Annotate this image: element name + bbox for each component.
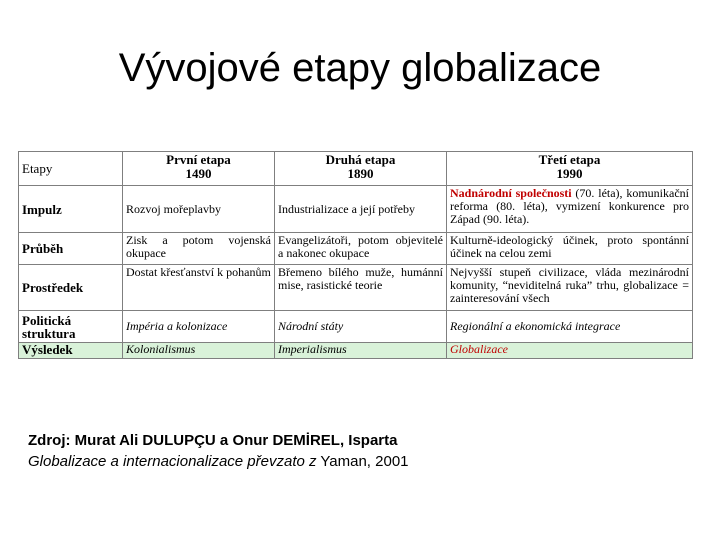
header-first-stage-name: První etapa bbox=[166, 152, 231, 167]
header-second-stage bbox=[275, 152, 447, 186]
source-line-publication bbox=[28, 451, 688, 472]
header-third-stage bbox=[447, 152, 693, 186]
table-row bbox=[19, 311, 693, 343]
source-publication-title: Globalizace a internacionalizace převzato bbox=[28, 453, 305, 470]
row-label-impulse: Impulz bbox=[19, 186, 123, 233]
cell-impulse-third-rest: (70. léta), komunikační reforma (80. léta), vymizení konkurence pro Západ (90. léta). bbox=[450, 186, 690, 226]
slide-title: Vývojové etapy globalizace bbox=[118, 46, 602, 90]
row-label-means: Prostředek bbox=[19, 265, 123, 311]
cell-course-first: Zisk a potom vojenská okupace bbox=[123, 233, 275, 265]
globalization-stages-table bbox=[18, 151, 693, 359]
multinational-companies-highlight: Nadnárodní společnosti bbox=[450, 186, 572, 200]
header-third-stage-year: 1990 bbox=[556, 166, 583, 181]
header-first-stage-year: 1490 bbox=[185, 166, 212, 181]
cell-political-third: Regionální a ekonomická integrace bbox=[447, 311, 693, 343]
header-stages: Etapy bbox=[19, 152, 123, 186]
header-third-stage-name: Třetí etapa bbox=[538, 152, 601, 167]
cell-means-first: Dostat křesťanství k pohanům bbox=[123, 265, 275, 311]
table-row bbox=[19, 265, 693, 311]
source-z: z bbox=[304, 453, 317, 470]
cell-result-second: Imperialismus bbox=[275, 343, 447, 359]
header-second-stage-year: 1890 bbox=[347, 166, 374, 181]
cell-result-third: Globalizace bbox=[447, 343, 693, 359]
header-first-stage bbox=[123, 152, 275, 186]
source-line-authors: Zdroj: Murat Ali DULUPÇU a Onur DEMİREL, Isparta bbox=[28, 432, 398, 449]
row-label-political-structure: Politická struktura bbox=[19, 311, 123, 343]
header-second-stage-name: Druhá etapa bbox=[325, 152, 396, 167]
cell-means-second: Břemeno bílého muže, humánní mise, rasistické teorie bbox=[275, 265, 447, 311]
row-label-result: Výsledek bbox=[19, 343, 123, 359]
table-row bbox=[19, 233, 693, 265]
cell-political-first: Impéria a kolonizace bbox=[123, 311, 275, 343]
cell-political-second: Národní státy bbox=[275, 311, 447, 343]
source-yaman: Yaman, 2001 bbox=[316, 453, 409, 470]
cell-course-second: Evangelizátoři, potom objevitelé a nakonec okupace bbox=[275, 233, 447, 265]
cell-impulse-first: Rozvoj mořeplavby bbox=[123, 186, 275, 233]
cell-result-first: Kolonialismus bbox=[123, 343, 275, 359]
source-citation bbox=[28, 430, 688, 472]
table-row bbox=[19, 343, 693, 359]
cell-means-third: Nejvyšší stupeň civilizace, vláda mezinárodní komunity, “neviditelná ruka” trhu, globalizace = zainteresování všech bbox=[447, 265, 693, 311]
table-row bbox=[19, 186, 693, 233]
cell-impulse-second: Industrializace a její potřeby bbox=[275, 186, 447, 233]
cell-course-third: Kulturně-ideologický účinek, proto spontánní účinek na celou zemi bbox=[447, 233, 693, 265]
table-header-row bbox=[19, 152, 693, 186]
cell-impulse-third bbox=[447, 186, 693, 233]
row-label-course: Průběh bbox=[19, 233, 123, 265]
